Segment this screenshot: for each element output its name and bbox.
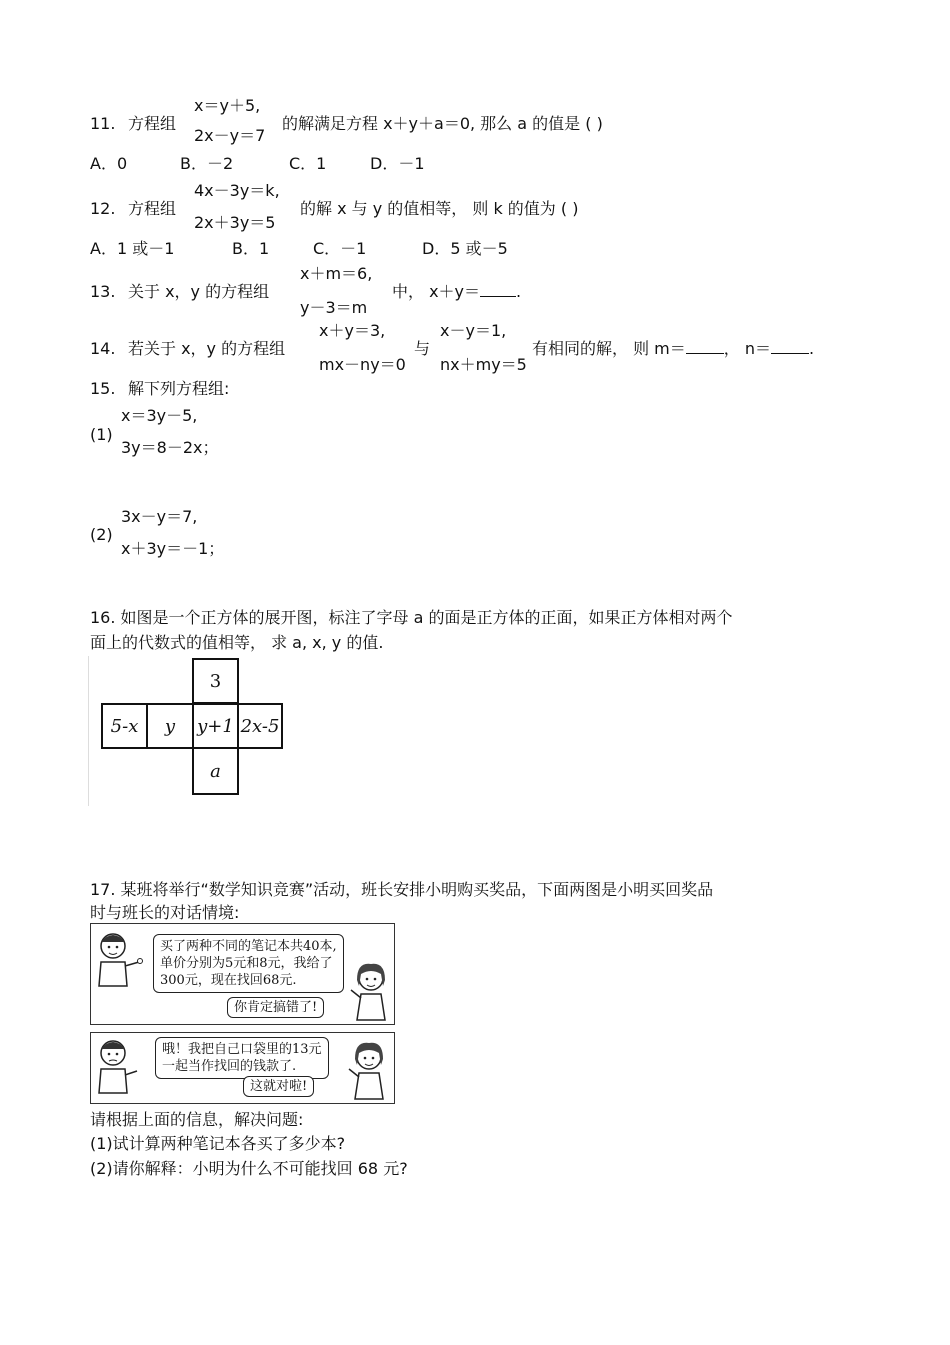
q15-number: 15. — [90, 379, 116, 398]
girl-figure-icon — [347, 960, 393, 1022]
q15-part2-label: (2) — [90, 525, 113, 544]
q11-option-c: C．1 — [289, 154, 327, 173]
cube-face-left-outer: 5-x — [101, 703, 148, 749]
q12-lead: 方程组 — [128, 199, 177, 218]
q15-part1-label: (1) — [90, 425, 113, 444]
q13-eq2: y－3＝m — [300, 298, 368, 317]
q14-end: . — [809, 339, 815, 358]
boy-figure-2-icon — [93, 1035, 145, 1095]
bubble1-line1: 买了两种不同的笔记本共40本, — [160, 939, 337, 954]
dialog-bubble-2: 你肯定搞错了! — [227, 997, 324, 1018]
cube-face-top: 3 — [192, 658, 239, 704]
bubble1-line3: 300元，现在找回68元. — [160, 973, 297, 988]
q14-sep: ， n＝ — [723, 339, 771, 358]
q11-lead: 方程组 — [128, 114, 177, 133]
q12-option-d: D．5 或－5 — [422, 239, 508, 258]
q13-equation-system — [300, 264, 390, 316]
bubble3-line1: 哦！我把自己口袋里的13元 — [162, 1042, 322, 1057]
q14-lead: 若关于 x，y 的方程组 — [128, 339, 286, 358]
q13-number: 13. — [90, 282, 116, 301]
q11-tail: 的解满足方程 x＋y＋a＝0, 那么 a 的值是 ( ) — [282, 114, 603, 133]
q13-end: . — [516, 282, 522, 301]
q12-option-a: A．1 或－1 — [90, 239, 175, 258]
q11-equation-system — [194, 96, 284, 148]
q12-eq1: 4x－3y＝k, — [194, 181, 280, 200]
dialog-bubble-4: 这就对啦! — [243, 1076, 314, 1097]
q15-p1-eq2: 3y＝8－2x； — [121, 438, 219, 457]
q13-tail — [392, 282, 521, 302]
q17-instruction: 请根据上面的信息，解决问题: — [90, 1110, 304, 1129]
girl-figure-2-icon — [345, 1039, 391, 1101]
q17-sub1: (1)试计算两种笔记本各买了多少本? — [90, 1134, 346, 1153]
q15-part2-system — [121, 507, 241, 559]
q15-text: 解下列方程组: — [128, 379, 230, 398]
cube-face-bottom: a — [192, 747, 239, 795]
q14-sys1-eq1: x＋y＝3, — [319, 321, 386, 340]
q14-sys1-eq2: mx－ny＝0 — [319, 355, 406, 374]
q15-p2-eq2: x＋3y＝－1； — [121, 539, 225, 558]
q14-tail — [532, 339, 814, 359]
q14-mid: 与 — [414, 339, 431, 358]
cube-face-right: 2x-5 — [237, 703, 283, 749]
q11-option-b: B．－2 — [180, 154, 234, 173]
q12-equation-system — [194, 181, 294, 233]
bubble1-line2: 单价分别为5元和8元，我给了 — [160, 956, 333, 971]
q12-option-b: B．1 — [232, 239, 270, 258]
q14-system-1 — [319, 321, 419, 373]
dialog-bubble-3 — [155, 1037, 329, 1079]
q13-tail-text: 中， x＋y＝ — [392, 282, 481, 301]
q14-tail-text: 有相同的解， 则 m＝ — [532, 339, 686, 358]
q11-number: 11. — [90, 114, 116, 133]
q11-eq1: x＝y＋5, — [194, 96, 261, 115]
q12-tail: 的解 x 与 y 的值相等， 则 k 的值为 ( ) — [300, 199, 579, 218]
q11-option-d: D．－1 — [370, 154, 425, 173]
q12-number: 12. — [90, 199, 116, 218]
cube-face-center: y+1 — [192, 703, 239, 749]
comic-panel-1 — [90, 923, 395, 1025]
q14-n-blank[interactable] — [771, 339, 809, 354]
q14-system-2 — [440, 321, 540, 373]
q17-line2: 时与班长的对话情境: — [90, 903, 240, 922]
q13-lead: 关于 x，y 的方程组 — [128, 282, 270, 301]
q16-line2: 面上的代数式的值相等， 求 a, x, y 的值. — [90, 633, 384, 652]
dialog-bubble-1 — [153, 934, 344, 993]
q15-p1-eq1: x＝3y－5, — [121, 406, 198, 425]
q15-part1-system — [121, 406, 241, 458]
q13-eq1: x＋m＝6, — [300, 264, 373, 283]
boy-figure-icon — [93, 928, 145, 988]
q11-eq2: 2x－y＝7 — [194, 126, 266, 145]
q14-sys2-eq1: x－y＝1, — [440, 321, 507, 340]
cube-net-figure — [88, 656, 291, 806]
q17-line1: 17. 某班将举行“数学知识竞赛”活动，班长安排小明购买奖品，下面两图是小明买回奖品 — [90, 880, 714, 899]
q12-eq2: 2x＋3y＝5 — [194, 213, 276, 232]
q11-option-a: A．0 — [90, 154, 128, 173]
q14-m-blank[interactable] — [686, 339, 724, 354]
q13-answer-blank[interactable] — [480, 282, 516, 297]
q15-p2-eq1: 3x－y＝7, — [121, 507, 198, 526]
bubble3-line2: 一起当作找回的钱款了. — [162, 1059, 297, 1074]
q16-line1: 16. 如图是一个正方体的展开图，标注了字母 a 的面是正方体的正面，如果正方体相对两个 — [90, 608, 733, 627]
comic-panel-2 — [90, 1032, 395, 1104]
q17-sub2: (2)请你解释：小明为什么不可能找回 68 元? — [90, 1159, 408, 1178]
q14-number: 14. — [90, 339, 116, 358]
cube-face-left-inner: y — [146, 703, 194, 749]
q12-option-c: C．－1 — [313, 239, 367, 258]
q14-sys2-eq2: nx＋my＝5 — [440, 355, 527, 374]
